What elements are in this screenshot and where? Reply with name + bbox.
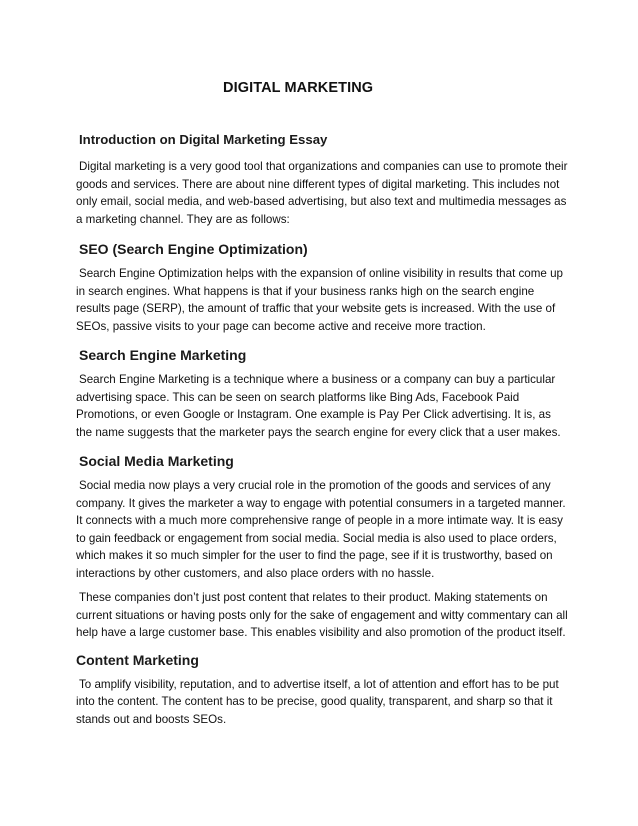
section-paragraph: Search Engine Optimization helps with the expansion of online visibility in results that come up in search engines. What happens is that if your business ranks high on the search engine results page (SERP), the amount of traffic that your website gets is increased. With the use of SEOs, passive visits to your page can become active and receive more traction. — [76, 267, 563, 333]
section-heading: SEO (Search Engine Optimization) — [79, 241, 308, 257]
section-heading: Search Engine Marketing — [79, 347, 247, 363]
section-search-engine-marketing — [76, 345, 568, 441]
section-introduction — [76, 130, 568, 228]
section-paragraph: Search Engine Marketing is a technique where a business or a company can buy a particular advertising space. This can be seen on search platforms like Bing Ads, Facebook Paid Promotions, or even Google or Instagram. One example is Pay Per Click advertising. It is, as the name suggests that the marketer pays the search engine for every click that a user makes. — [76, 373, 561, 439]
section-paragraph: Digital marketing is a very good tool that organizations and companies can use to promote their goods and services. There are about nine different types of digital marketing. This includes not only email, social media, and web-based advertising, but also text and multimedia messages as a marketing channel. They are as follows: — [76, 160, 568, 226]
section-social-media-marketing — [76, 451, 568, 642]
section-seo — [76, 239, 568, 335]
section-paragraph: These companies don’t just post content that relates to their product. Making statements on current situations or having posts only for the sake of engagement and witty commentary can all help have a large customer base. This enables visibility and also promotion of the product itself. — [76, 591, 568, 639]
document-title: DIGITAL MARKETING — [223, 80, 374, 96]
section-paragraph: To amplify visibility, reputation, and to advertise itself, a lot of attention and effort has to be put into the content. The content has to be precise, good quality, transparent, and sharp so that it stands out and boosts SEOs. — [76, 677, 559, 726]
section-heading: Introduction on Digital Marketing Essay — [79, 132, 328, 147]
section-heading: Social Media Marketing — [79, 453, 234, 469]
section-content-marketing — [76, 650, 568, 729]
section-paragraph: Social media now plays a very crucial role in the promotion of the goods and services of any company. It gives the marketer a way to engage with potential consumers in a targeted manner. It connects with a much more comprehensive range of people in a more intimate way. It is easy to gain feedback or engagement from social media. Social media is also used to place orders, which makes it so much simpler for the user to find the page, see if it is trustworthy, based on interactions by other customers, and also place orders with no hassle. — [76, 479, 566, 580]
section-heading: Content Marketing — [76, 651, 199, 668]
